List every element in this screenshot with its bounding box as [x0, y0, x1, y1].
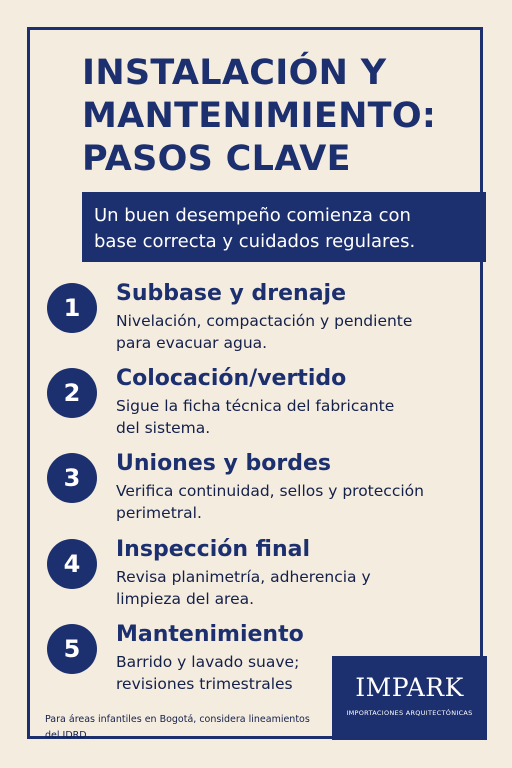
step-description [116, 480, 476, 524]
step-number-badge: 5 [47, 624, 97, 674]
step-number-badge: 3 [47, 453, 97, 503]
subtitle-line-1: Un buen desempeño comienza con [94, 205, 411, 226]
step-desc-line-2: para evacuar agua. [116, 334, 268, 352]
logo-name: IMPARK [355, 673, 464, 702]
poster-title [82, 52, 462, 181]
footnote-line-2: del IDRD. [45, 730, 90, 741]
step-description [116, 566, 476, 610]
step-desc-line-1: Barrido y lavado suave; [116, 653, 300, 671]
step-desc-line-1: Revisa planimetría, adherencia y [116, 568, 371, 586]
step-desc-line-1: Sigue la ficha técnica del fabricante [116, 397, 395, 415]
step-title: Subbase y drenaje [116, 281, 347, 306]
step-description [116, 395, 476, 439]
step-title: Inspección final [116, 537, 311, 562]
step-number-badge: 4 [47, 539, 97, 589]
title-line-1: INSTALACIÓN Y [82, 53, 387, 93]
footnote [45, 712, 335, 744]
title-line-2: MANTENIMIENTO: [82, 96, 437, 136]
subtitle-line-2: base correcta y cuidados regulares. [94, 231, 416, 252]
step-number-badge: 2 [47, 368, 97, 418]
step-desc-line-2: limpieza del area. [116, 590, 255, 608]
step-desc-line-2: del sistema. [116, 419, 211, 437]
step-desc-line-1: Verifica continuidad, sellos y protección [116, 482, 424, 500]
step-title: Colocación/vertido [116, 366, 347, 391]
footnote-line-1: Para áreas infantiles en Bogotá, considera lineamientos [45, 714, 310, 725]
logo-tagline: IMPORTACIONES ARQUITECTÓNICAS [346, 709, 473, 717]
step-desc-line-2: perimetral. [116, 504, 202, 522]
step-title: Uniones y bordes [116, 451, 331, 476]
impark-logo [332, 656, 487, 740]
step-title: Mantenimiento [116, 622, 304, 647]
step-number-badge: 1 [47, 283, 97, 333]
step-description [116, 310, 476, 354]
subtitle-banner [82, 192, 486, 262]
title-line-3: PASOS CLAVE [82, 139, 351, 179]
step-desc-line-2: revisiones trimestrales [116, 675, 293, 693]
step-desc-line-1: Nivelación, compactación y pendiente [116, 312, 413, 330]
